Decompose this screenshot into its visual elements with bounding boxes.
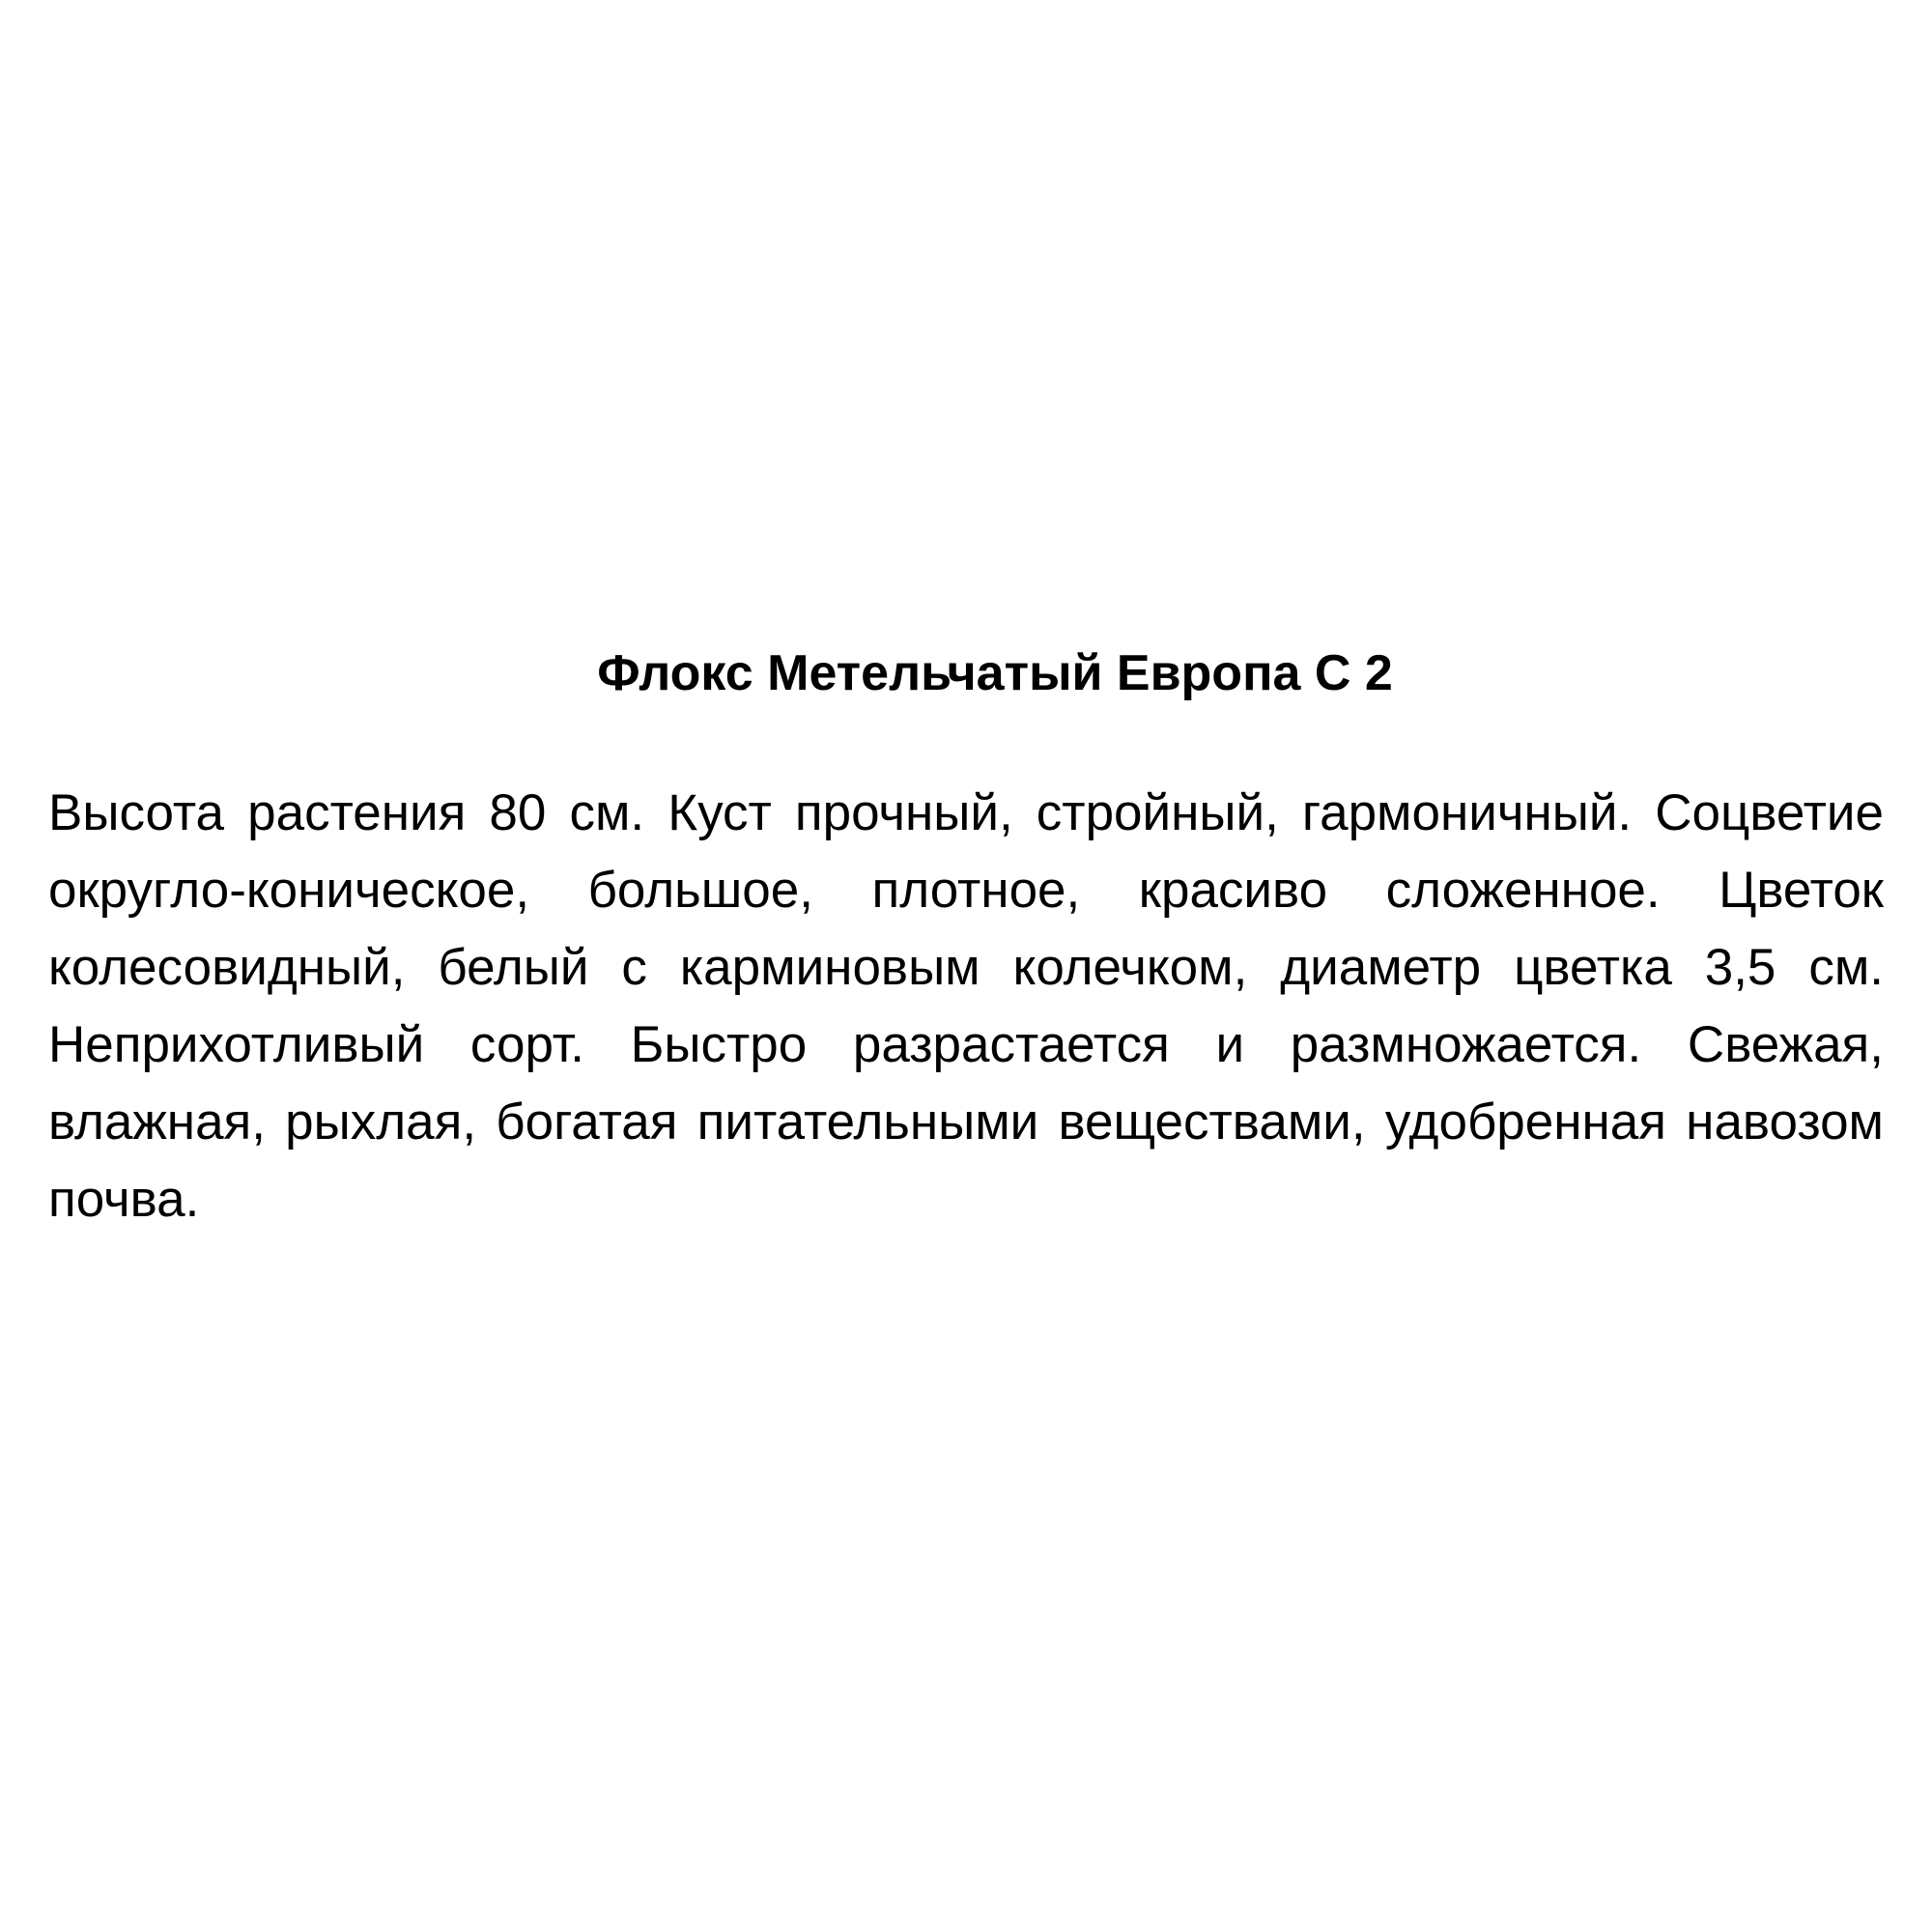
document-content	[48, 639, 1884, 1238]
document-title: Флокс Метельчатый Европа С 2	[597, 645, 1393, 701]
description-paragraph: Высота растения 80 см. Куст прочный, стройный, гармоничный. Соцветие округло-коническое, большое, плотное, красиво сложенное. Цветок колесовидный, белый с карминовым колечком, диаметр цветка 3,5 см. Неприхотливый сорт. Быстро разрастается и размножается. Свежая, влажная, рыхлая, богатая питательными веществами, удобренная навозом почва.	[48, 784, 1884, 1228]
